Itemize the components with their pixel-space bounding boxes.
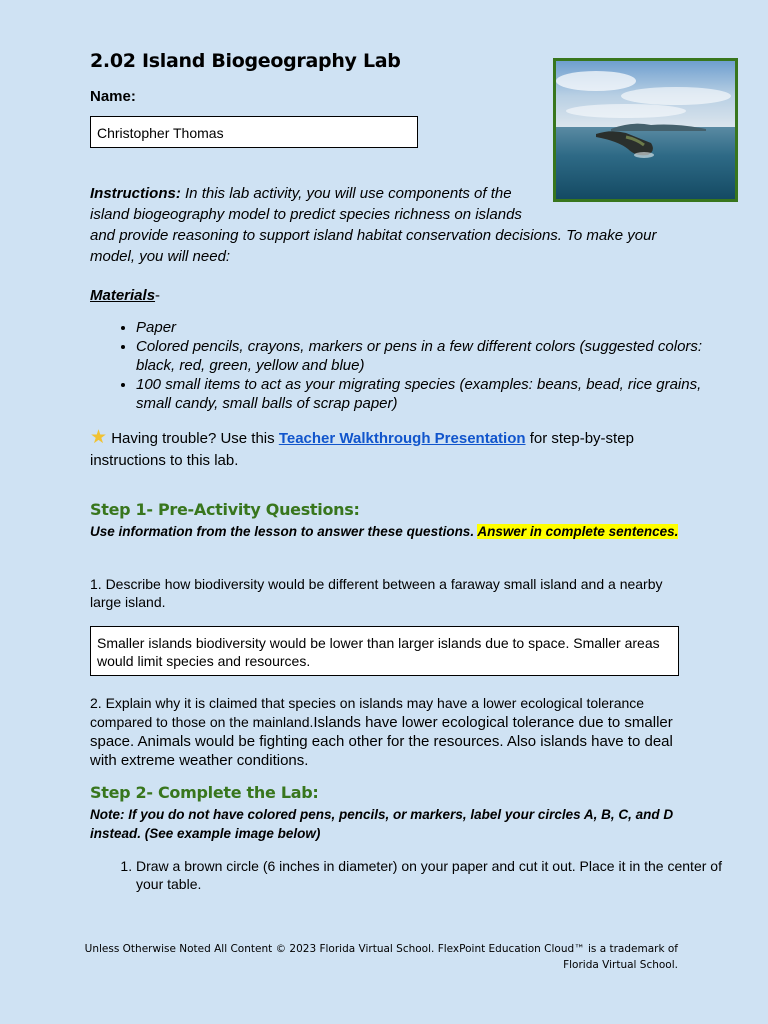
star-icon: ★: [90, 427, 108, 448]
teacher-walkthrough-link[interactable]: Teacher Walkthrough Presentation: [278, 430, 526, 447]
lab-steps-list: [90, 857, 726, 893]
island-aerial-image: [556, 61, 735, 199]
list-item: • Colored pencils, crayons, markers or pens in a few different colors (suggested colors: black, red, green, yellow and blue): [136, 337, 726, 375]
name-field[interactable]: Christopher Thomas: [90, 116, 418, 148]
question-2-text: 2. Explain why it is claimed that species on islands may have a lower ecological tolerance compared to those on the mainland.: [90, 695, 645, 730]
trouble-prefix: Having trouble? Use this: [111, 430, 279, 447]
island-photo: [553, 58, 738, 202]
step2-note: Note: If you do not have colored pens, pencils, or markers, label your circles A, B, C, and D instead. (See example image below): [90, 807, 674, 841]
instructions-text-2: and provide reasoning to support island habitat conservation decisions. To make your model, you will need:: [90, 227, 657, 265]
materials-list: [90, 318, 726, 413]
name-label: Name:: [90, 88, 136, 105]
answer-1-field[interactable]: Smaller islands biodiversity would be lower than larger islands due to space. Smaller areas would limit species and resources.: [90, 626, 679, 676]
step1-note-text: Use information from the lesson to answer these questions.: [90, 524, 478, 539]
step1-note: [90, 522, 690, 541]
list-item: • 100 small items to act as your migrating species (examples: beans, bead, rice grains, small candy, small balls of scrap paper): [136, 375, 726, 413]
footer-copyright: Unless Otherwise Noted All Content © 2023 Florida Virtual School. FlexPoint Education Cloud™ is a trademark of Florida Virtual School.: [84, 943, 678, 971]
question-1: 1. Describe how biodiversity would be different between a faraway small island and a nearby large island.: [90, 576, 663, 610]
instructions-paragraph: [90, 183, 690, 267]
materials-label: Materials: [90, 287, 156, 304]
page-title: 2.02 Island Biogeography Lab: [90, 50, 401, 72]
list-item: 1. Draw a brown circle (6 inches in diameter) on your paper and cut it out. Place it in the center of your table.: [136, 857, 726, 893]
trouble-suffix: for step-by-step instructions to this lab.: [90, 430, 634, 469]
instructions-text-1: In this lab activity, you will use components of the island biogeography model to predict species richness on islands: [90, 185, 522, 223]
answer-2-text[interactable]: Islands have lower ecological tolerance due to smaller space. Animals would be fighting each other for the resources. Also islands have to deal with extreme weather conditions.: [90, 713, 673, 769]
list-item: • Paper: [136, 318, 726, 337]
question-2: [90, 695, 680, 770]
step1-heading: Step 1- Pre-Activity Questions:: [90, 500, 360, 519]
step1-note-highlight: Answer in complete sentences.: [477, 524, 679, 539]
materials-suffix: -: [155, 287, 161, 304]
materials-heading: [90, 285, 160, 306]
trouble-paragraph: [90, 427, 680, 472]
step2-heading: Step 2- Complete the Lab:: [90, 783, 319, 802]
instructions-label: Instructions:: [90, 185, 181, 202]
